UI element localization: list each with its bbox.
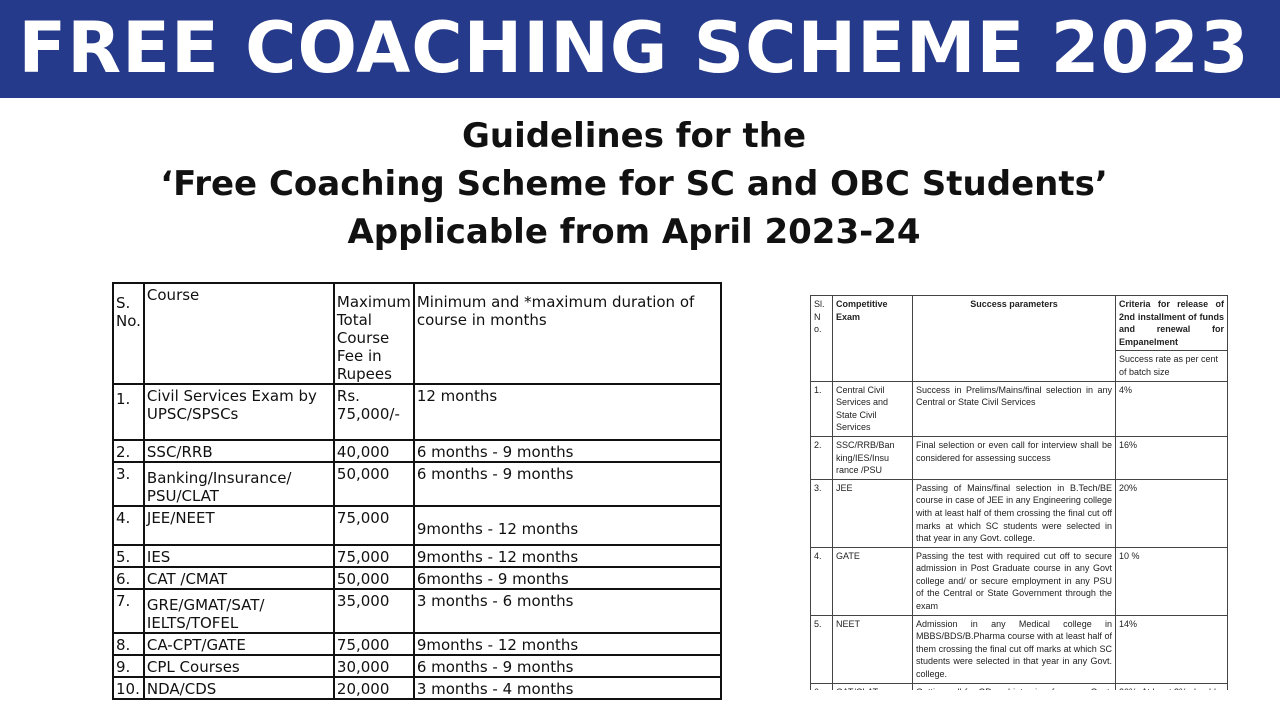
row-duration: 6 months - 9 months [414,655,721,677]
row-params: Passing of Mains/final selection in B.Tech/BE course in case of JEE in any Engineering college with at least half of them crossing the final cut off marks at which SC students were selected in that year in any Govt. college. [913,479,1116,547]
header-criteria-sub: Success rate as per cent of batch size [1116,351,1228,381]
row-sno: 6. [113,567,144,589]
row-params: Passing the test with required cut off to secure admission in Post Graduate course in any Govt college and/ or secure employment in any PSU of the Central or State Government through the exam [913,547,1116,615]
row-sno: 9. [113,655,144,677]
table-row [811,479,1228,547]
row-params: Final selection or even call for interview shall be considered for assessing success [913,436,1116,479]
table-row [113,506,721,545]
row-rate: 20% [1116,479,1228,547]
header-params: Success parameters [913,296,1116,382]
row-duration: 9months - 12 months [414,545,721,567]
row-course: CPL Courses [144,655,334,677]
row-sno: 8. [113,633,144,655]
table-row [113,462,721,506]
guidelines-heading [0,112,1268,256]
row-fee: 35,000 [334,589,414,633]
row-exam: GATE [833,547,913,615]
row-course: NDA/CDS [144,677,334,699]
row-sno: 5. [811,615,833,683]
row-course: Banking/Insurance/ PSU/CLAT [144,462,334,506]
row-fee: 20,000 [334,677,414,699]
header-fee: Maximum Total Course Fee in Rupees [334,283,414,384]
header-course: Course [144,283,334,384]
row-duration: 6 months - 9 months [414,462,721,506]
header-exam: Competitive Exam [833,296,913,382]
row-duration: 3 months - 4 months [414,677,721,699]
table-row [113,677,721,699]
row-course: JEE/NEET [144,506,334,545]
table-row [811,436,1228,479]
row-duration: 6 months - 9 months [414,440,721,462]
heading-line-1: Guidelines for the [461,116,807,156]
row-sno: 10. [113,677,144,699]
row-fee: 50,000 [334,567,414,589]
header-sno: Sl. N o. [811,296,833,382]
row-course: IES [144,545,334,567]
table-row [113,589,721,633]
course-fee-table [112,282,722,700]
page-bottom-mask [806,690,1236,720]
row-sno: 4. [811,547,833,615]
row-exam: NEET [833,615,913,683]
header-criteria: Criteria for release of 2nd installment of funds and renewal for Empanelment [1116,296,1228,351]
banner-title: FREE COACHING SCHEME 2023 [18,7,1250,89]
header-sno: S. No. [113,283,144,384]
row-fee: 30,000 [334,655,414,677]
row-rate: 14% [1116,615,1228,683]
row-sno: 2. [113,440,144,462]
table-row [113,655,721,677]
table-row [811,381,1228,436]
table-header-row [811,296,1228,351]
table-row [113,545,721,567]
row-fee: 75,000 [334,506,414,545]
table-header-row [113,283,721,384]
row-sno: 5. [113,545,144,567]
row-exam: SSC/RRB/Ban king/IES/Insu rance /PSU [833,436,913,479]
row-sno: 7. [113,589,144,633]
row-rate: 4% [1116,381,1228,436]
row-fee: 75,000 [334,545,414,567]
row-duration: 12 months [414,384,721,440]
table-row [811,547,1228,615]
table-row [113,567,721,589]
row-exam: Central Civil Services and State Civil Services [833,381,913,436]
row-duration: 9months - 12 months [414,506,721,545]
row-rate: 16% [1116,436,1228,479]
row-params: Admission in any Medical college in MBBS/BDS/B.Pharma course with at least half of them crossing the final cut off marks at which SC students were selected in that year in any Govt. college. [913,615,1116,683]
row-fee: 75,000 [334,633,414,655]
row-course: CA-CPT/GATE [144,633,334,655]
table-row [113,384,721,440]
row-fee: Rs. 75,000/- [334,384,414,440]
row-rate: 10 % [1116,547,1228,615]
row-duration: 6months - 9 months [414,567,721,589]
table-row [811,615,1228,683]
table-row [113,440,721,462]
heading-line-3: Applicable from April 2023-24 [347,212,921,252]
row-course: SSC/RRB [144,440,334,462]
row-fee: 50,000 [334,462,414,506]
row-duration: 3 months - 6 months [414,589,721,633]
row-fee: 40,000 [334,440,414,462]
row-sno: 2. [811,436,833,479]
row-sno: 1. [811,381,833,436]
row-exam: JEE [833,479,913,547]
row-sno: 3. [811,479,833,547]
title-banner [0,0,1280,98]
header-duration: Minimum and *maximum duration of course in months [414,283,721,384]
row-course: Civil Services Exam by UPSC/SPSCs [144,384,334,440]
heading-line-2: ‘Free Coaching Scheme for SC and OBC Students’ [160,164,1108,204]
row-params: Success in Prelims/Mains/final selection in any Central or State Civil Services [913,381,1116,436]
row-duration: 9months - 12 months [414,633,721,655]
row-sno: 3. [113,462,144,506]
table-row [113,633,721,655]
success-parameters-table [810,295,1228,714]
row-course: GRE/GMAT/SAT/ IELTS/TOFEL [144,589,334,633]
row-course: CAT /CMAT [144,567,334,589]
row-sno: 1. [113,384,144,440]
row-sno: 4. [113,506,144,545]
